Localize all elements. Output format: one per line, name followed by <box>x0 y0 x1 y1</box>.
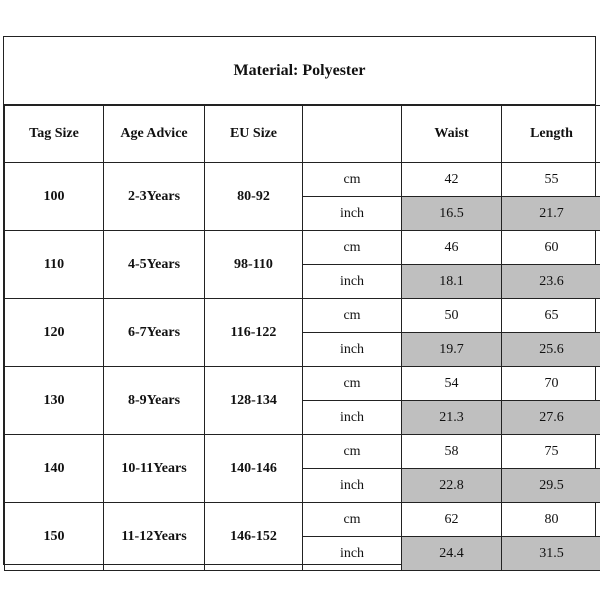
age-cell: 11-12Years <box>104 503 205 571</box>
table-row <box>5 503 600 537</box>
waist-cm-cell: 46 <box>402 231 502 265</box>
unit-inch-label: inch <box>303 197 402 231</box>
unit-cm-label: cm <box>303 435 402 469</box>
header-eu-size: EU Size <box>205 106 303 163</box>
eu-size-cell: 146-152 <box>205 503 303 571</box>
table-row <box>5 231 600 265</box>
header-unit <box>303 106 402 163</box>
table-row <box>5 367 600 401</box>
table-row <box>5 299 600 333</box>
waist-inch-value: 19.7 <box>404 342 499 358</box>
unit-cm-label: cm <box>303 367 402 401</box>
unit-inch-label: inch <box>303 537 402 571</box>
waist-inch-cell <box>402 333 502 367</box>
age-cell: 2-3Years <box>104 163 205 231</box>
length-inch-value: 29.5 <box>504 478 599 494</box>
size-rows <box>5 163 600 571</box>
header-tag-size: Tag Size <box>5 106 104 163</box>
length-inch-value: 27.6 <box>504 410 599 426</box>
header-waist: Waist <box>402 106 502 163</box>
table-row <box>5 435 600 469</box>
eu-size-cell: 140-146 <box>205 435 303 503</box>
header-row <box>5 106 600 163</box>
unit-inch-label: inch <box>303 469 402 503</box>
length-inch-cell <box>502 197 600 231</box>
length-inch-value: 23.6 <box>504 274 599 290</box>
table-row <box>5 163 600 197</box>
waist-cm-cell: 58 <box>402 435 502 469</box>
waist-cm-cell: 54 <box>402 367 502 401</box>
length-cm-cell: 65 <box>502 299 600 333</box>
age-cell: 6-7Years <box>104 299 205 367</box>
tag-size-cell: 110 <box>5 231 104 299</box>
header-length: Length <box>502 106 600 163</box>
waist-cm-cell: 50 <box>402 299 502 333</box>
length-inch-value: 31.5 <box>504 546 599 562</box>
waist-inch-value: 21.3 <box>404 410 499 426</box>
tag-size-cell: 100 <box>5 163 104 231</box>
length-inch-cell <box>502 401 600 435</box>
header-age-advice: Age Advice <box>104 106 205 163</box>
unit-cm-label: cm <box>303 231 402 265</box>
waist-inch-cell <box>402 537 502 571</box>
length-inch-value: 21.7 <box>504 206 599 222</box>
chart-title: Material: Polyester <box>4 37 595 105</box>
waist-inch-value: 18.1 <box>404 274 499 290</box>
waist-cm-cell: 42 <box>402 163 502 197</box>
unit-inch-label: inch <box>303 333 402 367</box>
unit-cm-label: cm <box>303 503 402 537</box>
size-chart <box>3 36 596 565</box>
waist-inch-cell <box>402 265 502 299</box>
waist-cm-cell: 62 <box>402 503 502 537</box>
age-cell: 8-9Years <box>104 367 205 435</box>
unit-cm-label: cm <box>303 299 402 333</box>
size-table <box>4 105 600 571</box>
length-cm-cell: 60 <box>502 231 600 265</box>
length-cm-cell: 70 <box>502 367 600 401</box>
tag-size-cell: 140 <box>5 435 104 503</box>
eu-size-cell: 80-92 <box>205 163 303 231</box>
length-cm-cell: 75 <box>502 435 600 469</box>
eu-size-cell: 116-122 <box>205 299 303 367</box>
waist-inch-cell <box>402 197 502 231</box>
eu-size-cell: 128-134 <box>205 367 303 435</box>
length-inch-value: 25.6 <box>504 342 599 358</box>
age-cell: 10-11Years <box>104 435 205 503</box>
length-inch-cell <box>502 265 600 299</box>
age-cell: 4-5Years <box>104 231 205 299</box>
tag-size-cell: 130 <box>5 367 104 435</box>
waist-inch-cell <box>402 469 502 503</box>
eu-size-cell: 98-110 <box>205 231 303 299</box>
tag-size-cell: 120 <box>5 299 104 367</box>
waist-inch-cell <box>402 401 502 435</box>
waist-inch-value: 16.5 <box>404 206 499 222</box>
length-cm-cell: 80 <box>502 503 600 537</box>
waist-inch-value: 24.4 <box>404 546 499 562</box>
length-inch-cell <box>502 469 600 503</box>
length-inch-cell <box>502 333 600 367</box>
unit-inch-label: inch <box>303 265 402 299</box>
unit-inch-label: inch <box>303 401 402 435</box>
length-inch-cell <box>502 537 600 571</box>
length-cm-cell: 55 <box>502 163 600 197</box>
unit-cm-label: cm <box>303 163 402 197</box>
tag-size-cell: 150 <box>5 503 104 571</box>
waist-inch-value: 22.8 <box>404 478 499 494</box>
